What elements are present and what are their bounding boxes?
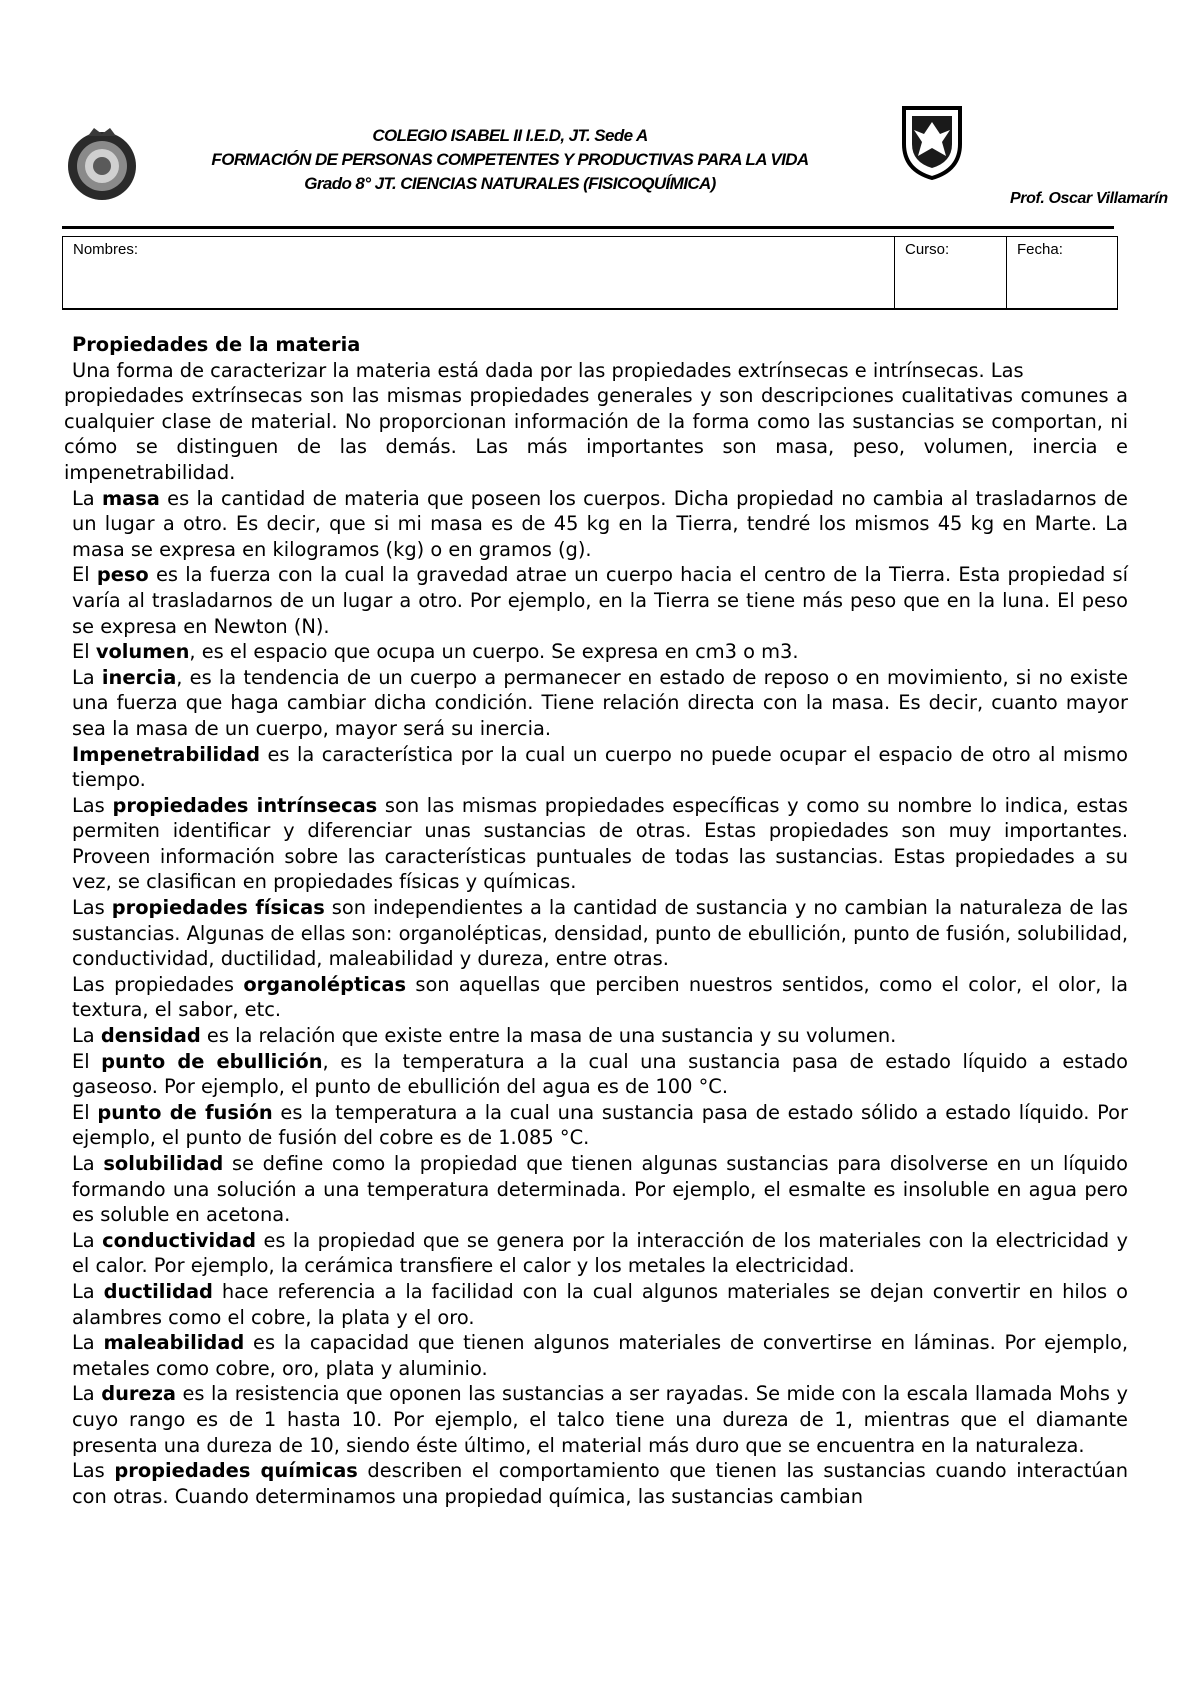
term-conductividad: conductividad (102, 1228, 256, 1252)
paragraph-masa: La masa es la cantidad de materia que poseen los cuerpos. Dicha propiedad no cambia al trasladarnos de un lugar a otro. Es decir, que si mi masa es de 45 kg en la Tierra, tendré los mismos 45 kg en Marte. La masa se expresa en kilogramos (kg) o en gramos (g). (72, 486, 1128, 561)
student-info-table (62, 236, 1118, 308)
paragraph-organolepticas: Las propiedades organolépticas son aquellas que perciben nuestros sentidos, como el color, el olor, la textura, el sabor, etc. (72, 972, 1128, 1022)
term-ductilidad: ductilidad (103, 1279, 213, 1303)
paragraph-peso: El peso es la fuerza con la cual la gravedad atrae un cuerpo hacia el centro de la Tierra. Esta propiedad sí varía al trasladarnos de un lugar a otro. Por ejemplo, en la Tierra se tiene más peso que en la luna. El peso se expresa en Newton (N). (72, 563, 1128, 638)
term-fisicas: propiedades físicas (111, 896, 325, 920)
header-divider (62, 226, 1114, 229)
paragraph-fusion: El punto de fusión es la temperatura a la cual una sustancia pasa de estado sólido a estado líquido. Por ejemplo, el punto de fusión del cobre es de 1.085 °C. (72, 1100, 1129, 1150)
term-intrinsecas: propiedades intrínsecas (112, 793, 378, 817)
school-name: COLEGIO ISABEL II I.E.D, JT. Sede A (372, 126, 648, 145)
extrinsic-paragraph: propiedades extrínsecas son las mismas propiedades generales y son descripciones cualitativas comunes a cualquier clase de material. No proporcionan información de la forma como las sustancias se comportan, ni cómo se distinguen de las demás. Las más importantes son masa, peso, volumen, inercia e impenetrabilidad. (64, 384, 1128, 484)
names-label: Nombres: (73, 241, 139, 258)
coat-of-arms-icon (900, 104, 964, 180)
paragraph-conductividad: La conductividad es la propiedad que se genera por la interacción de los materiales con la electricidad y el calor. Por ejemplo, la cerámica transfiere el calor y los metales la electricidad. (72, 1228, 1128, 1278)
section-title: Propiedades de la materia (72, 333, 361, 356)
term-fusion: punto de fusión (97, 1100, 273, 1124)
course-field[interactable] (895, 237, 1007, 308)
course-subject: Grado 8° JT. CIENCIAS NATURALES (FISICOQUÍMICA) (304, 174, 716, 193)
term-ebullicion: punto de ebullición (101, 1049, 323, 1073)
term-maleabilidad: maleabilidad (103, 1331, 245, 1355)
term-organolepticas: organolépticas (243, 972, 407, 996)
names-field[interactable] (63, 237, 895, 308)
paragraph-inercia: La inercia, es la tendencia de un cuerpo a permanecer en estado de reposo o en movimiento, si no existe una fuerza que haga cambiar dicha condición. Tiene relación directa con la masa. Es decir, cuanto mayor sea la masa de un cuerpo, mayor será su inercia. (72, 665, 1128, 740)
term-volumen: volumen (95, 640, 190, 664)
school-motto: FORMACIÓN DE PERSONAS COMPETENTES Y PRODUCTIVAS PARA LA VIDA (211, 150, 809, 169)
term-peso: peso (96, 563, 149, 587)
date-field[interactable] (1007, 237, 1119, 308)
date-label: Fecha: (1017, 241, 1063, 258)
intro-paragraph: Una forma de caracterizar la materia está dada por las propiedades extrínsecas e intrínsecas. Las (72, 358, 1024, 382)
paragraph-solubilidad: La solubilidad se define como la propiedad que tienen algunas sustancias para disolverse en un líquido formando una solución a una temperatura determinada. Por ejemplo, el esmalte es insoluble en agua pero es soluble en acetona. (72, 1152, 1128, 1227)
document-body (64, 332, 1129, 1509)
paragraph-maleabilidad: La maleabilidad es la capacidad que tienen algunos materiales de convertirse en láminas. Por ejemplo, metales como cobre, oro, plata y aluminio. (72, 1331, 1128, 1380)
term-impenetrabilidad: Impenetrabilidad (72, 742, 260, 766)
term-densidad: densidad (100, 1024, 201, 1048)
table-bottom-border (62, 308, 1118, 310)
professor-name: Prof. Oscar Villamarín (1010, 190, 1168, 207)
term-quimicas: propiedades químicas (114, 1459, 358, 1483)
term-solubilidad: solubilidad (103, 1152, 224, 1175)
school-header (150, 124, 870, 196)
school-crest-icon (64, 126, 140, 202)
paragraph-impenetrabilidad: Impenetrabilidad es la característica por la cual un cuerpo no puede ocupar el espacio de otro al mismo tiempo. (72, 742, 1128, 792)
paragraph-intrinsecas: Las propiedades intrínsecas son las mismas propiedades específicas y como su nombre lo indica, estas permiten identificar y diferenciar unas sustancias de otras. Estas propiedades son muy importantes. Proveen información sobre las características puntuales de todas las sustancias. Estas propiedades a su vez, se clasifican en propiedades físicas y químicas. (72, 793, 1129, 894)
paragraph-densidad: La densidad es la relación que existe entre la masa de una sustancia y su volumen. (72, 1024, 897, 1048)
term-inercia: inercia (101, 665, 177, 689)
paragraph-dureza: La dureza es la resistencia que oponen las sustancias a ser rayadas. Se mide con la escala llamada Mohs y cuyo rango es de 1 hasta 10. Por ejemplo, el talco tiene una dureza de 1, mientras que el diamante presenta una dureza de 10, siendo éste último, el material más duro que se encuentra en la naturaleza. (72, 1382, 1128, 1457)
paragraph-volumen: El volumen, es el espacio que ocupa un cuerpo. Se expresa en cm3 o m3. (72, 640, 799, 664)
course-label: Curso: (905, 241, 950, 258)
paragraph-quimicas: Las propiedades químicas describen el comportamiento que tienen las sustancias cuando interactúan con otras. Cuando determinamos una propiedad química, las sustancias cambian (72, 1459, 1128, 1508)
paragraph-ebullicion: El punto de ebullición, es la temperatura a la cual una sustancia pasa de estado líquido a estado gaseoso. Por ejemplo, el punto de ebullición del agua es de 100 °C. (72, 1049, 1129, 1099)
paragraph-ductilidad: La ductilidad hace referencia a la facilidad con la cual algunos materiales se dejan convertir en hilos o alambres como el cobre, la plata y el oro. (72, 1279, 1128, 1329)
term-dureza: dureza (101, 1382, 176, 1406)
term-masa: masa (101, 486, 160, 510)
paragraph-fisicas: Las propiedades físicas son independientes a la cantidad de sustancia y no cambian la naturaleza de las sustancias. Algunas de ellas son: organolépticas, densidad, punto de ebullición, punto de fusión, solubilidad, conductividad, ductilidad, maleabilidad y dureza, entre otras. (72, 896, 1129, 971)
